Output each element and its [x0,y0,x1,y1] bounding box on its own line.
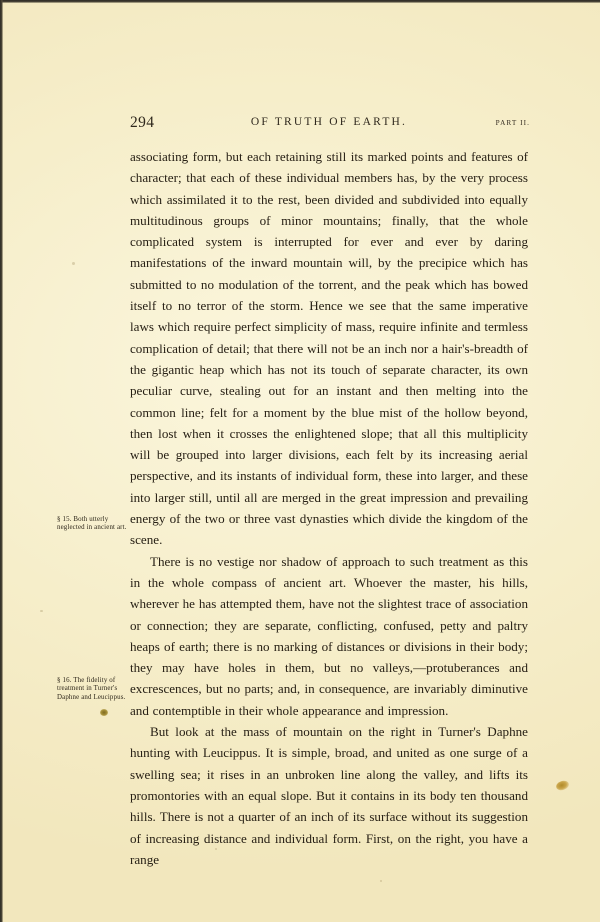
running-title: OF TRUTH OF EARTH. [250,116,408,128]
ink-blot-icon [100,709,108,716]
margin-note-section-15: § 15. Both utterly neglected in ancient art. [57,516,127,532]
paper-speck [380,880,382,882]
paragraph-ancient-art: There is no vestige nor shadow of approach to such treatment as this in the whole compass of ancient art. Whoever the master, his hills, wherever he has attempted them, have not the slightest trace of association or connection; they are separate, conflicting, confused, petty and paltry heaps of earth; there is no marking of distances or divisions in their body; they may have holes in them, but no valleys,—protuberances and excrescences, but no parts; and, in consequence, are invariably diminutive and contemptible in their whole appearance and impression. [130,553,528,718]
foxing-stain-icon [555,779,570,792]
running-head [130,114,528,134]
part-label: PART II. [495,119,530,127]
margin-note-section-16: § 16. The fidelity of treatment in Turner's Daphne and Leucippus. [57,677,126,701]
body-text-column [130,146,528,870]
page-number: 294 [130,114,155,131]
paragraph-continued: associating form, but each retaining still its marked points and features of character; that each of these individual members has, by the very process which assimilated it to the rest, been divided and subdivided into equally multitudinous groups of minor mountains; finally, that the whole complicated system is interrupted for ever and ever by daring manifestations of the inward mountain will, by the precipice which has submitted to no modulation of the torrent, and the peak which has bowed itself to no terror of the storm. Hence we see that the same imperative laws which require perfect simplicity of mass, require infinite and termless complication of detail; that there will not be an inch nor a hair's-breadth of the gigantic heap which has not its touch of separate character, its own peculiar curve, stealing out for an instant and then melting into the common line; felt for a moment by the blue mist of the hollow beyond, then lost when it crosses the enlightened slope; that all this multiplicity will be grouped into larger divisions, each felt by its increasing aerial perspective, and its instants of individual form, these into larger, and these into larger still, until all are merged in the great impression and prevailing energy of the two or three vast dynasties which divide the kingdom of the scene. [130,149,528,548]
page-left-edge-rule [0,0,3,922]
paper-speck [72,262,75,265]
page-top-edge-rule [0,0,600,3]
paragraph-turner-daphne: But look at the mass of mountain on the right in Turner's Daphne hunting with Leucippus. It is simple, broad, and united as one surge of a swelling sea; it rises in an unbroken line along the valley, and lifts its promontories with an equal slope. But it contains in its body ten thousand hills. There is not a quarter of an inch of its surface without its suggestion of increasing distance and individual form. First, on the right, you have a range [130,724,528,867]
paper-speck [40,610,43,612]
